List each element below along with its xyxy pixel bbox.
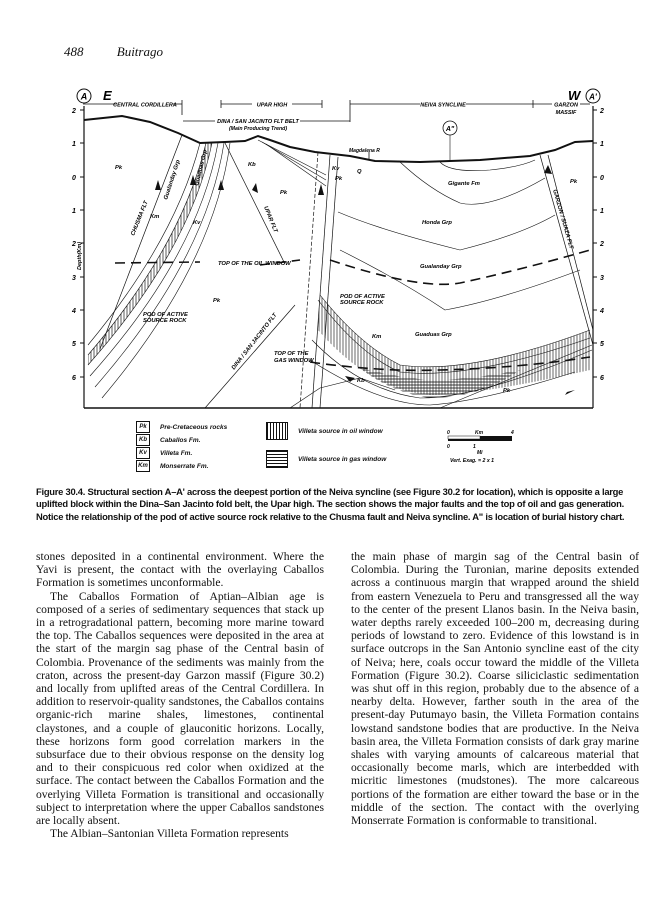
magdalena-river-label: Magdalena R [349, 148, 380, 154]
body-column-left [36, 550, 324, 840]
svg-text:Kb: Kb [248, 162, 256, 168]
svg-text:Mi: Mi [477, 450, 483, 456]
svg-text:1: 1 [72, 141, 76, 148]
paragraph: the main phase of margin sag of the Central basin of Colombia. During the Turonian, marine deposits extended across a continuous margin that wrapped around the shield from eastern Venezuela to Peru and transgressed all the way to the center of the present Llanos basin. In the Neiva basin, water depths rarely exceeded 100–200 m, decreasing during periods of lowstand to zero. Evidence of this lowstand is in surface outcrops in the San Antonio syncline east of the city of Neiva; here, coals occur toward the middle of the Villeta Formation (Figure 30.2). Coarse siliciclastic sedimentation was shut off in this region, probably due to the absence of a nearby delta. However, farther south in the area of the present-day Putumayo basin, the Villeta Formation contains lowstand sandstone bodies that are productive. In the Neiva basin area, the Villeta Formation consists of dark gray marine shales with varying amounts of calcareous material that occasionally become marls, which are interbedded with micritic limestones (mudstones). The more calcareous portions of the formation are either toward the base or in the middle of the section. The contact with the overlying Monserrate Formation is conformable to transitional. [351, 550, 639, 828]
svg-text:Q: Q [357, 169, 362, 175]
svg-text:4: 4 [600, 308, 604, 315]
svg-text:5: 5 [72, 341, 76, 348]
topographic-surface [84, 116, 593, 162]
paragraph: stones deposited in a continental environment. Where the Yavi is present, the contact with the overlaying Caballos Formation is sometimes unconformable. [36, 550, 324, 590]
upar-fault-label: UPAR FLT [262, 205, 279, 234]
svg-text:Km: Km [475, 430, 484, 436]
svg-text:4: 4 [72, 308, 76, 315]
chusma-fault-label: CHUSMA FLT [130, 200, 150, 237]
garzon-fault-label: GARZON / SUAZA FLT [551, 188, 574, 250]
legend-unit: Kv Villeta Fm. [136, 447, 192, 459]
svg-text:Kv: Kv [332, 166, 340, 172]
svg-text:1: 1 [600, 141, 604, 148]
svg-text:Kv: Kv [193, 220, 201, 226]
svg-text:6: 6 [600, 375, 604, 382]
scale-bar [440, 428, 540, 470]
svg-text:SOURCE ROCK: SOURCE ROCK [340, 300, 384, 306]
gigante-fm-label: Gigante Fm [448, 181, 480, 187]
burial-marker-label: A" [445, 126, 455, 133]
dina-fault-label: DINA / SAN JACINTO FLT [230, 312, 279, 372]
depth-ticks-right [599, 108, 604, 382]
body-column-right [351, 550, 639, 827]
svg-text:1: 1 [72, 208, 76, 215]
legend-unit: Km Monserrate Fm. [136, 460, 208, 472]
figure-caption: Figure 30.4. Structural section A–A' across the deepest portion of the Neiva syncline (see Figure 30.2 for location), which is opposite a large uplifted block within the Dina–San Jacinto fold belt, the Upar high. The section shows the major faults and the top of oil and gas generation. Notice the relationship of the pod of active source rock relative to the Chusma fault and Neiva syncline. A" is location of burial history chart. [36, 486, 625, 522]
svg-text:0: 0 [447, 430, 450, 436]
svg-text:Pk: Pk [115, 165, 123, 171]
depth-axis-label: Depth(Km) [77, 241, 83, 270]
svg-text:A': A' [589, 92, 597, 102]
legend-unit: Kb Caballos Fm. [136, 434, 200, 446]
legend-pattern-oil: Villeta source in oil window [266, 422, 383, 440]
svg-text:2: 2 [72, 241, 76, 248]
svg-text:W: W [568, 88, 581, 103]
svg-text:1: 1 [473, 444, 476, 450]
svg-text:1: 1 [600, 208, 604, 215]
svg-text:0: 0 [447, 444, 450, 450]
svg-text:Pk: Pk [335, 176, 343, 182]
svg-text:2: 2 [600, 241, 604, 248]
svg-text:Pk: Pk [280, 190, 288, 196]
gualanday-grp-label: Gualanday Grp [420, 264, 462, 270]
pod-source-rock-left-label: POD OF ACTIVE [143, 312, 188, 318]
depth-ticks-left [71, 108, 76, 382]
svg-text:5: 5 [600, 341, 604, 348]
svg-text:Pk: Pk [213, 298, 221, 304]
author-name: Buitrago [116, 44, 163, 59]
legend-unit: Pk Pre-Cretaceous rocks [136, 421, 227, 433]
svg-text:3: 3 [72, 275, 76, 282]
svg-text:2: 2 [600, 108, 604, 115]
upar-high-label: UPAR HIGH [256, 102, 288, 109]
svg-text:SOURCE ROCK: SOURCE ROCK [143, 318, 187, 324]
vertical-exaggeration: Vert. Exag. = 2 x 1 [450, 458, 495, 464]
svg-text:GAS WINDOW: GAS WINDOW [274, 358, 314, 364]
svg-text:0: 0 [72, 175, 76, 182]
garzon-massif-label: GARZON [554, 102, 578, 109]
page-number: 488 [64, 44, 84, 59]
svg-text:4: 4 [511, 430, 514, 436]
neiva-syncline-label: NEIVA SYNCLINE [420, 102, 466, 109]
svg-text:E: E [103, 88, 112, 103]
svg-text:Km: Km [372, 334, 382, 340]
svg-text:Km: Km [150, 214, 160, 220]
horizontal-stripe-swatch [266, 450, 288, 468]
paragraph: The Caballos Formation of Aptian–Albian age is composed of a series of sedimentary sequences that stack up in a retrogradational pattern, becoming more marine toward the top. The Caballos sequences were deposited in the area at the start of the margin sag phase of the Central basin of Colombia. Provenance of the sediments was mainly from the craton, across the present-day Garzon massif (Figure 30.2) and locally from uplifted areas of the Central Cordillera. In addition to reservoir-quality sandstones, the Caballos contains organic-rich marine shales, limestones, continental claystones, and a couple of glauconitic horizons. Locally, these horizons form good correlation markers in the subsurface due to their obvious response on the density log and to their conspicuous red color when oxidized at the surface. The contact between the Caballos Formation and the overlying Villeta Formation is transitional and occasionally subject to interpretation where the upper Caballos sandstones are locally absent. [36, 589, 324, 828]
svg-text:3: 3 [600, 275, 604, 282]
vertical-stripe-swatch [266, 422, 288, 440]
depth-axis-right [593, 106, 597, 408]
guaduas-grp-right-label: Guaduas Grp [415, 332, 452, 338]
svg-text:MASSIF: MASSIF [555, 110, 577, 116]
legend-pattern-gas: Villeta source in gas window [266, 450, 386, 468]
gualanday-grp-left-label: Gualanday Grp [163, 159, 182, 201]
svg-text:Pk: Pk [503, 388, 511, 394]
top-oil-window-label: TOP OF THE OIL WINDOW [218, 261, 291, 267]
pod-source-rock-right-label: POD OF ACTIVE [340, 294, 385, 300]
svg-text:0: 0 [600, 175, 604, 182]
svg-text:(Main Producing Trend): (Main Producing Trend) [228, 126, 288, 132]
section-start-marker [77, 88, 112, 103]
top-gas-window-label: TOP OF THE [274, 351, 309, 357]
svg-text:6: 6 [72, 375, 76, 382]
fold-belt-label: DINA / SAN JACINTO FLT BELT [217, 119, 299, 125]
svg-text:Pk: Pk [570, 179, 578, 185]
honda-grp-label: Honda Grp [422, 220, 452, 226]
paragraph: The Albian–Santonian Villeta Formation represents [50, 827, 289, 841]
central-cordillera-label: CENTRAL CORDILLERA [113, 102, 177, 109]
guaduas-grp-left-label: Guaduas Grp [194, 149, 209, 187]
svg-text:A: A [80, 91, 88, 102]
section-end-marker [568, 88, 600, 103]
svg-text:2: 2 [72, 108, 76, 115]
svg-text:Kb: Kb [357, 378, 365, 384]
